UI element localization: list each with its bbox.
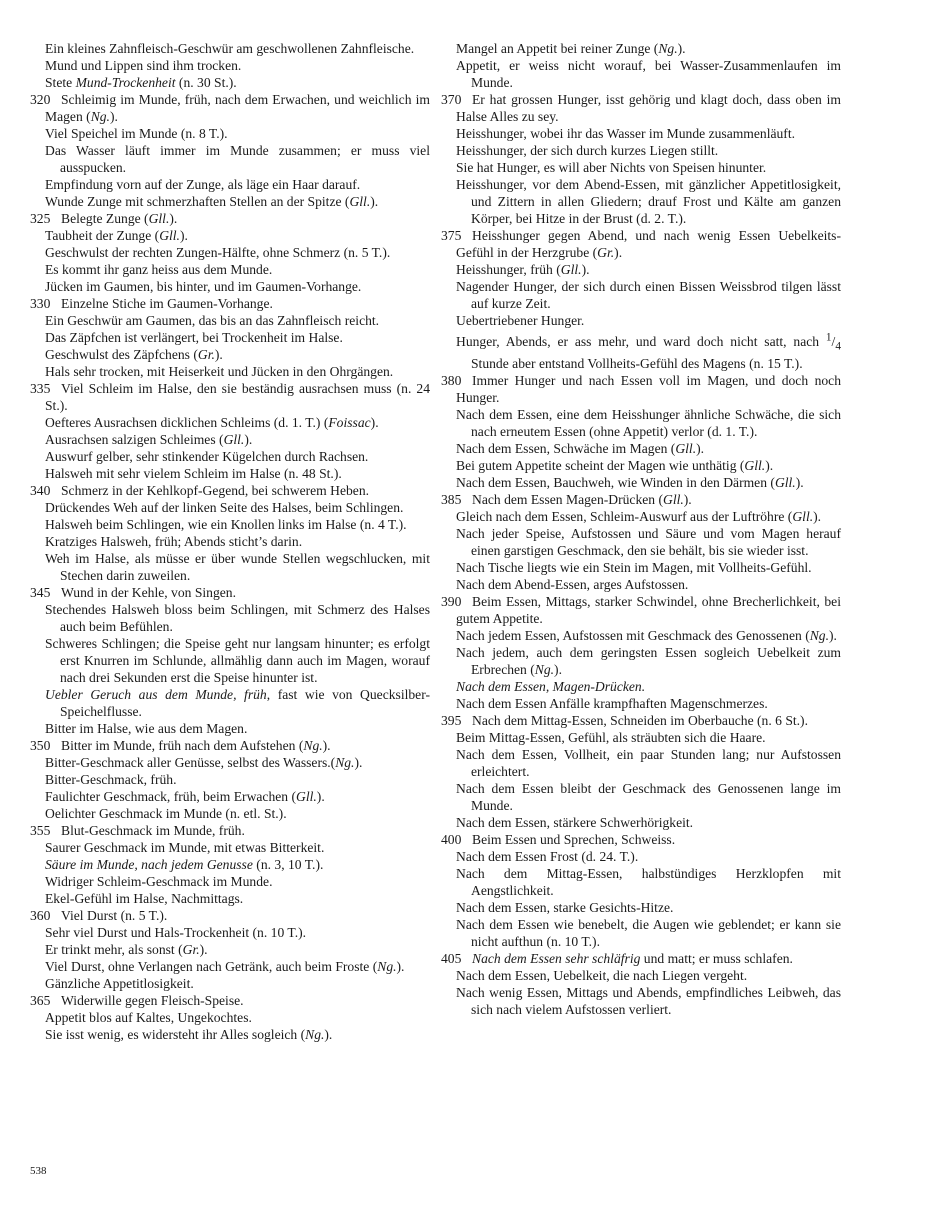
symptom-entry	[30, 873, 430, 890]
symptom-entry	[441, 678, 841, 695]
entry-text: Bei gutem Appetite scheint der Magen wie unthätig (Gll.).	[456, 458, 774, 474]
entry-text: Schmerz in der Kehlkopf-Gegend, bei schwerem Heben.	[61, 483, 370, 498]
symptom-entry	[441, 474, 841, 491]
entry-number: 345	[30, 585, 51, 600]
symptom-entry	[30, 414, 430, 431]
entry-text: Taubheit der Zunge (Gll.).	[45, 228, 188, 243]
entry-text: Bitter-Geschmack, früh.	[45, 772, 177, 787]
symptom-entry	[30, 363, 430, 380]
entry-text: Halsweh beim Schlingen, wie ein Knollen links im Halse (n. 4 T.).	[45, 517, 407, 532]
symptom-entry	[30, 74, 430, 91]
symptom-entry	[30, 975, 430, 992]
entry-number: 405	[441, 951, 462, 967]
symptom-entry	[441, 329, 841, 372]
entry-text: Oelichter Geschmack im Munde (n. etl. St.).	[45, 806, 287, 821]
symptom-entry	[441, 40, 841, 57]
symptom-entry	[30, 771, 430, 788]
entry-text: Er trinkt mehr, als sonst (Gr.).	[45, 942, 208, 957]
symptom-entry	[30, 448, 430, 465]
entry-number: 360	[30, 908, 51, 923]
symptom-entry	[30, 40, 430, 57]
entry-text: Wunde Zunge mit schmerzhaften Stellen an der Spitze (Gll.).	[45, 194, 379, 209]
entry-text: Viel Durst, ohne Verlangen nach Getränk, auch beim Froste (Ng.).	[45, 959, 405, 974]
symptom-entry	[30, 210, 430, 227]
entry-text: Mangel an Appetit bei reiner Zunge (Ng.).	[456, 41, 686, 56]
symptom-entry	[30, 958, 430, 975]
symptom-entry	[30, 431, 430, 448]
symptom-entry	[441, 967, 841, 984]
entry-text: Nagender Hunger, der sich durch einen Bissen Weissbrod tilgen lässt auf kurze Zeit.	[456, 279, 841, 311]
symptom-entry	[441, 406, 841, 440]
entry-number: 400	[441, 832, 462, 848]
symptom-entry	[30, 380, 430, 414]
symptom-entry	[30, 516, 430, 533]
entry-text: Nach Tische liegts wie ein Stein im Magen, mit Vollheits-Gefühl.	[456, 560, 812, 576]
symptom-entry	[30, 788, 430, 805]
entry-text: Kratziges Halsweh, früh; Abends sticht’s darin.	[45, 534, 303, 549]
symptom-entry	[30, 499, 430, 516]
entry-text: Nach dem Essen Anfälle krampfhaften Magenschmerzes.	[456, 696, 768, 712]
symptom-entry	[30, 635, 430, 686]
symptom-entry	[441, 142, 841, 159]
entry-text: Schleimig im Munde, früh, nach dem Erwachen, und weichlich im Magen (Ng.).	[45, 92, 430, 124]
symptom-entry	[30, 227, 430, 244]
entry-text: Appetit, er weiss nicht worauf, bei Wasser-Zusammenlaufen im Munde.	[456, 58, 841, 90]
entry-text: Schweres Schlingen; die Speise geht nur langsam hinunter; es erfolgt erst Knurren im Schlunde, allmählig dann auch im Magen, worauf nach drei Sekunden erst die Speise hinunter ist.	[45, 636, 430, 685]
entry-text: Auswurf gelber, sehr stinkender Kügelchen durch Rachsen.	[45, 449, 369, 464]
symptom-entry	[441, 729, 841, 746]
symptom-entry	[30, 176, 430, 193]
entry-number: 335	[30, 381, 51, 396]
symptom-entry	[30, 601, 430, 635]
entry-text: Bitter im Halse, wie aus dem Magen.	[45, 721, 248, 736]
symptom-entry	[441, 950, 841, 967]
symptom-entry	[30, 125, 430, 142]
symptom-entry	[441, 848, 841, 865]
entry-text: Nach dem Essen Magen-Drücken (Gll.).	[472, 492, 692, 508]
symptom-entry	[30, 312, 430, 329]
entry-text: Nach dem Essen, Magen-Drücken.	[456, 679, 646, 695]
entry-text: Viel Durst (n. 5 T.).	[61, 908, 168, 923]
symptom-entry	[441, 712, 841, 729]
symptom-entry	[441, 576, 841, 593]
entry-text: Beim Mittag-Essen, Gefühl, als sträubten sich die Haare.	[456, 730, 766, 746]
symptom-entry	[441, 899, 841, 916]
symptom-entry	[30, 1026, 430, 1043]
symptom-entry	[441, 440, 841, 457]
symptom-entry	[30, 890, 430, 907]
entry-text: Nach dem Essen, eine dem Heisshunger ähnliche Schwäche, die sich nach erneutem Essen (ohne Appetit) verlor (d. 1. T.).	[456, 407, 841, 440]
symptom-entry	[30, 142, 430, 176]
entry-text: Ausrachsen salzigen Schleimes (Gll.).	[45, 432, 253, 447]
symptom-entry	[441, 695, 841, 712]
entry-text: Nach dem Essen wie benebelt, die Augen wie geblendet; er kann sie nicht aufthun (n. 10 T.).	[456, 917, 841, 950]
symptom-entry	[30, 244, 430, 261]
symptom-entry	[30, 1009, 430, 1026]
entry-text: Ein Geschwür am Gaumen, das bis an das Zahnfleisch reicht.	[45, 313, 380, 328]
symptom-entry	[441, 372, 841, 406]
entry-text: Geschwulst des Zäpfchens (Gr.).	[45, 347, 223, 362]
entry-text: Bitter-Geschmack aller Genüsse, selbst des Wassers.(Ng.).	[45, 755, 363, 770]
entry-text: Nach dem Mittag-Essen, Schneiden im Oberbauche (n. 6 St.).	[472, 713, 808, 729]
symptom-entry	[441, 227, 841, 261]
entry-text: Oefteres Ausrachsen dicklichen Schleims (d. 1. T.) (Foissac).	[45, 415, 379, 430]
symptom-entry	[441, 125, 841, 142]
entry-number: 320	[30, 92, 51, 107]
entry-text: Faulichter Geschmack, früh, beim Erwachen (Gll.).	[45, 789, 325, 804]
symptom-entry	[441, 916, 841, 950]
entry-text: Gleich nach dem Essen, Schleim-Auswurf aus der Luftröhre (Gll.).	[456, 509, 822, 525]
entry-text: Mund und Lippen sind ihm trocken.	[45, 58, 242, 73]
entry-text: Stete Mund-Trockenheit (n. 30 St.).	[45, 75, 237, 90]
symptom-entry	[441, 593, 841, 627]
entry-text: Immer Hunger und nach Essen voll im Magen, und doch noch Hunger.	[456, 373, 841, 406]
symptom-entry	[30, 686, 430, 720]
entry-text: Uebertriebener Hunger.	[456, 313, 585, 328]
entry-text: Nach dem Mittag-Essen, halbstündiges Herzklopfen mit Aengstlichkeit.	[456, 866, 841, 899]
symptom-entry	[30, 822, 430, 839]
symptom-entry	[441, 627, 841, 644]
symptom-entry	[30, 57, 430, 74]
symptom-entry	[441, 91, 841, 125]
symptom-entry	[441, 559, 841, 576]
symptom-entry	[441, 508, 841, 525]
symptom-entry	[441, 57, 841, 91]
entry-text: Sehr viel Durst und Hals-Trockenheit (n. 10 T.).	[45, 925, 307, 940]
entry-text: Nach jeder Speise, Aufstossen und Säure und vom Magen herauf einen garstigen Geschmack, den sie behält, bis sie wieder isst.	[456, 526, 841, 559]
entry-text: Nach dem Essen, stärkere Schwerhörigkeit.	[456, 815, 694, 831]
symptom-entry	[441, 176, 841, 227]
symptom-entry	[30, 924, 430, 941]
right-column	[441, 40, 841, 1018]
entry-text: Weh im Halse, als müsse er über wunde Stellen wegschlucken, mit Stechen darin zuweilen.	[45, 551, 430, 583]
entry-number: 340	[30, 483, 51, 498]
symptom-entry	[30, 329, 430, 346]
entry-text: Nach dem Essen sehr schläfrig und matt; er muss schlafen.	[472, 951, 793, 967]
symptom-entry	[30, 533, 430, 550]
entry-number: 365	[30, 993, 51, 1008]
entry-text: Nach dem Essen bleibt der Geschmack des Genossenen lange im Munde.	[456, 781, 841, 814]
entry-text: Halsweh mit sehr vielem Schleim im Halse (n. 48 St.).	[45, 466, 342, 481]
entry-text: Empfindung vorn auf der Zunge, als läge ein Haar darauf.	[45, 177, 361, 192]
left-column	[30, 40, 430, 1043]
entry-text: Nach dem Essen, Vollheit, ein paar Stunden lang; nur Aufstossen erleichtert.	[456, 747, 841, 780]
symptom-entry	[30, 941, 430, 958]
entry-text: Einzelne Stiche im Gaumen-Vorhange.	[61, 296, 273, 311]
symptom-entry	[30, 278, 430, 295]
entry-text: Säure im Munde, nach jedem Genusse (n. 3, 10 T.).	[45, 857, 324, 872]
symptom-entry	[441, 831, 841, 848]
entry-text: Es kommt ihr ganz heiss aus dem Munde.	[45, 262, 273, 277]
symptom-entry	[30, 584, 430, 601]
symptom-entry	[441, 984, 841, 1018]
entry-text: Appetit blos auf Kaltes, Ungekochtes.	[45, 1010, 252, 1025]
entry-text: Nach dem Abend-Essen, arges Aufstossen.	[456, 577, 689, 593]
symptom-entry	[30, 482, 430, 499]
entry-text: Ein kleines Zahnfleisch-Geschwür am geschwollenen Zahnfleische.	[45, 41, 415, 56]
symptom-entry	[441, 814, 841, 831]
entry-text: Nach dem Essen, Uebelkeit, die nach Liegen vergeht.	[456, 968, 748, 984]
entry-text: Widriger Schleim-Geschmack im Munde.	[45, 874, 273, 889]
entry-text: Er hat grossen Hunger, isst gehörig und klagt doch, dass oben im Halse Alles zu sey.	[456, 92, 841, 124]
entry-number: 325	[30, 211, 51, 226]
symptom-entry	[30, 720, 430, 737]
entry-text: Nach jedem Essen, Aufstossen mit Geschmack des Genossenen (Ng.).	[456, 628, 837, 644]
entry-text: Das Zäpfchen ist verlängert, bei Trockenheit im Halse.	[45, 330, 343, 345]
symptom-entry	[30, 839, 430, 856]
entry-text: Jücken im Gaumen, bis hinter, und im Gaumen-Vorhange.	[45, 279, 362, 294]
entry-text: Sie hat Hunger, es will aber Nichts von Speisen hinunter.	[456, 160, 767, 175]
symptom-entry	[441, 278, 841, 312]
entry-text: Ekel-Gefühl im Halse, Nachmittags.	[45, 891, 244, 906]
entry-text: Heisshunger, der sich durch kurzes Liegen stillt.	[456, 143, 719, 158]
symptom-entry	[30, 907, 430, 924]
symptom-entry	[441, 865, 841, 899]
symptom-entry	[441, 261, 841, 278]
symptom-entry	[30, 91, 430, 125]
entry-number: 385	[441, 492, 462, 508]
entry-text: Hunger, Abends, er ass mehr, und ward doch nicht satt, nach $^1/_4$ Stunde aber entstand Vollheits-Gefühl des Magens (n. 15 T.).	[456, 331, 841, 372]
entry-text: Stechendes Halsweh bloss beim Schlingen, mit Schmerz des Halses auch beim Befühlen.	[45, 602, 430, 634]
entry-text: Sie isst wenig, es widersteht ihr Alles sogleich (Ng.).	[45, 1027, 333, 1042]
symptom-entry	[441, 525, 841, 559]
entry-text: Uebler Geruch aus dem Munde, früh, fast wie von Quecksilber-Speichelflusse.	[45, 687, 430, 719]
symptom-entry	[441, 746, 841, 780]
entry-text: Nach wenig Essen, Mittags und Abends, empfindliches Leibweh, das sich nach vielem Aufstossen verliert.	[456, 985, 841, 1018]
entry-number: 330	[30, 296, 51, 311]
symptom-entry	[30, 754, 430, 771]
entry-number: 370	[441, 92, 462, 107]
symptom-entry	[30, 193, 430, 210]
symptom-entry	[30, 550, 430, 584]
entry-number: 390	[441, 594, 462, 610]
entry-number: 380	[441, 373, 462, 389]
entry-text: Blut-Geschmack im Munde, früh.	[61, 823, 245, 838]
entry-number: 355	[30, 823, 51, 838]
symptom-entry	[441, 780, 841, 814]
entry-text: Hals sehr trocken, mit Heiserkeit und Jücken in den Ohrgängen.	[45, 364, 394, 379]
symptom-entry	[30, 465, 430, 482]
entry-text: Geschwulst der rechten Zungen-Hälfte, ohne Schmerz (n. 5 T.).	[45, 245, 391, 260]
entry-text: Das Wasser läuft immer im Munde zusammen; er muss viel ausspucken.	[45, 143, 430, 175]
symptom-entry	[30, 805, 430, 822]
entry-text: Nach dem Essen, Schwäche im Magen (Gll.).	[456, 441, 705, 457]
entry-text: Nach dem Essen Frost (d. 24. T.).	[456, 849, 639, 865]
entry-text: Saurer Geschmack im Munde, mit etwas Bitterkeit.	[45, 840, 325, 855]
symptom-entry	[30, 261, 430, 278]
entry-text: Belegte Zunge (Gll.).	[61, 211, 178, 226]
symptom-entry	[441, 159, 841, 176]
entry-text: Beim Essen, Mittags, starker Schwindel, ohne Brecherlichkeit, bei gutem Appetite.	[456, 594, 841, 627]
symptom-entry	[30, 295, 430, 312]
entry-text: Heisshunger, vor dem Abend-Essen, mit gänzlicher Appetitlosigkeit, und Zittern in allen Gliedern; drauf Frost und Kälte am ganzen Körper, bei Hitze in der Brust (d. 2. T.).	[456, 177, 841, 226]
entry-number: 375	[441, 228, 462, 243]
entry-text: Heisshunger gegen Abend, und nach wenig Essen Uebelkeits-Gefühl in der Herzgrube (Gr.).	[456, 228, 841, 260]
symptom-entry	[441, 457, 841, 474]
symptom-entry	[441, 312, 841, 329]
entry-text: Nach dem Essen, Bauchweh, wie Winden in den Därmen (Gll.).	[456, 475, 804, 491]
entry-text: Widerwille gegen Fleisch-Speise.	[61, 993, 244, 1008]
entry-text: Beim Essen und Sprechen, Schweiss.	[472, 832, 676, 848]
entry-text: Viel Speichel im Munde (n. 8 T.).	[45, 126, 228, 141]
entry-text: Nach jedem, auch dem geringsten Essen sogleich Uebelkeit zum Erbrechen (Ng.).	[456, 645, 841, 678]
entry-text: Heisshunger, früh (Gll.).	[456, 262, 590, 277]
symptom-entry	[441, 644, 841, 678]
entry-text: Wund in der Kehle, von Singen.	[61, 585, 237, 600]
entry-text: Gänzliche Appetitlosigkeit.	[45, 976, 194, 991]
symptom-entry	[441, 491, 841, 508]
page-number: 538	[30, 1165, 47, 1177]
symptom-entry	[30, 856, 430, 873]
entry-text: Bitter im Munde, früh nach dem Aufstehen (Ng.).	[61, 738, 331, 753]
entry-text: Nach dem Essen, starke Gesichts-Hitze.	[456, 900, 674, 916]
symptom-entry	[30, 992, 430, 1009]
symptom-entry	[30, 737, 430, 754]
entry-number: 350	[30, 738, 51, 753]
entry-text: Viel Schleim im Halse, den sie beständig ausrachsen muss (n. 24 St.).	[45, 381, 430, 413]
entry-number: 395	[441, 713, 462, 729]
entry-text: Drückendes Weh auf der linken Seite des Halses, beim Schlingen.	[45, 500, 404, 515]
entry-text: Heisshunger, wobei ihr das Wasser im Munde zusammenläuft.	[456, 126, 796, 141]
symptom-entry	[30, 346, 430, 363]
